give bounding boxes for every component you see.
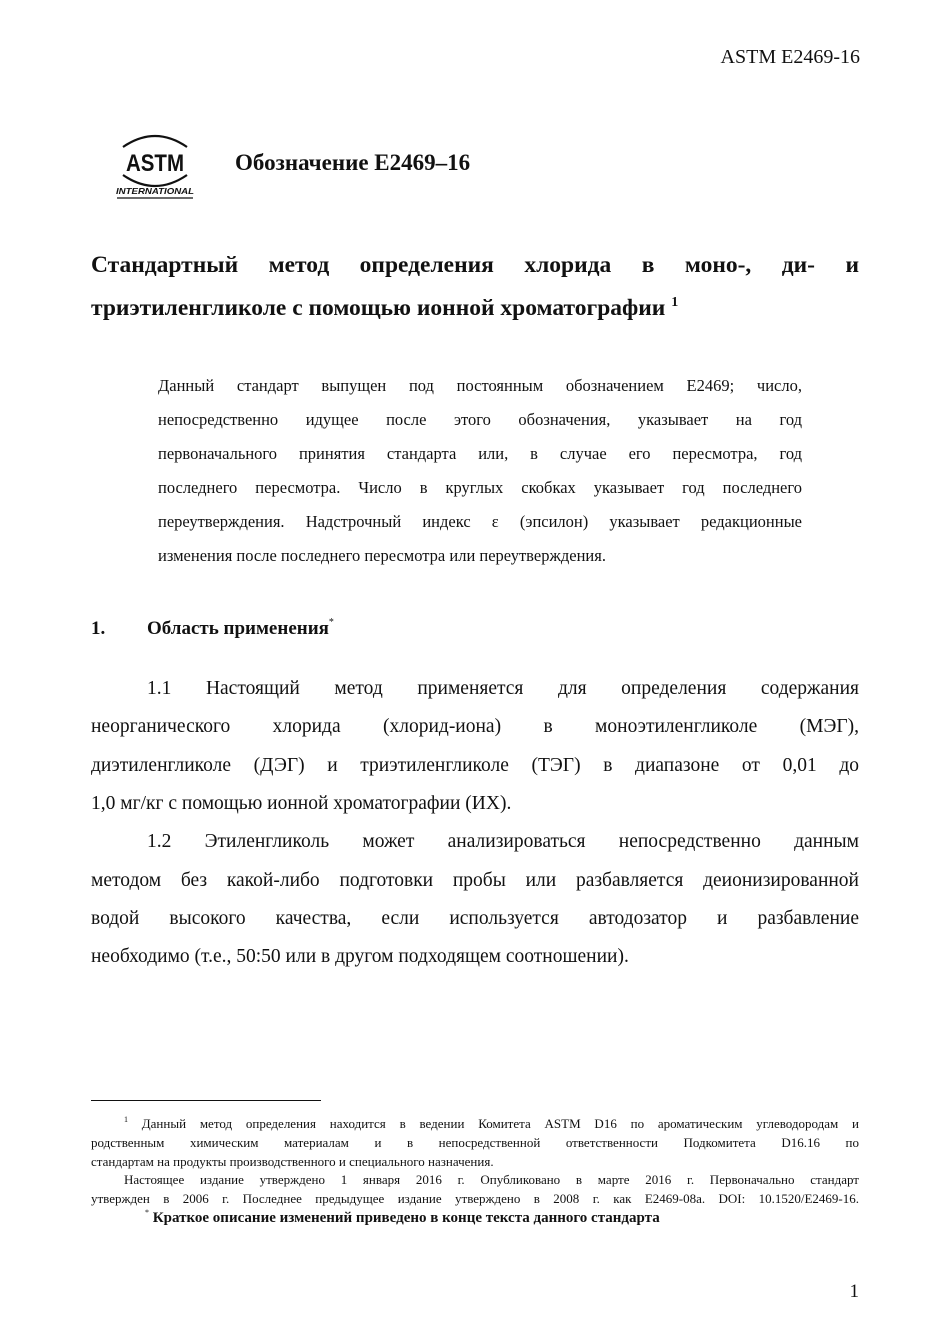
designation: Обозначение E2469–16 bbox=[235, 150, 471, 175]
document-title-text: триэтиленгликоле с помощью ионной хроматографии bbox=[91, 295, 666, 321]
preface-line: переутверждения. Надстрочный индекс ε (эпсилон) указывает редакционные bbox=[158, 512, 802, 531]
footnote-marker: 1 bbox=[124, 1115, 128, 1124]
logo-caption: INTERNATIONAL bbox=[116, 186, 194, 196]
astm-logo bbox=[113, 129, 197, 201]
document-title-line-2 bbox=[91, 295, 859, 322]
footnote-line: Настоящее издание утверждено 1 января 2016 г. Опубликовано в марте 2016 г. Первоначально стандарт bbox=[124, 1172, 859, 1187]
paragraph-line: 1,0 мг/кг с помощью ионной хроматографии (ИХ). bbox=[91, 793, 512, 814]
section-title-text: Область применения bbox=[147, 618, 329, 639]
preface-line: последнего пересмотра. Число в круглых скобках указывает год последнего bbox=[158, 478, 802, 497]
document-title-line-1: Стандартный метод определения хлорида в моно-, ди- и bbox=[91, 252, 859, 278]
summary-text: Краткое описание изменений приведено в конце текста данного стандарта bbox=[152, 1210, 660, 1226]
page-header-code: ASTM E2469-16 bbox=[720, 46, 860, 68]
section-title-mark: * bbox=[328, 617, 334, 628]
preface-line: изменения после последнего пересмотра или переутверждения. bbox=[158, 546, 606, 565]
paragraph-line: водой высокого качества, если используется автодозатор и разбавление bbox=[91, 908, 859, 929]
preface-line: первоначального принятия стандарта или, в случае его пересмотра, год bbox=[158, 444, 802, 463]
footnote-line: родственным химическим материалам и в непосредственной ответственности Подкомитета D16.16 по bbox=[91, 1135, 859, 1150]
footnote-line: стандартам на продукты производственного и специального назначения. bbox=[91, 1154, 494, 1169]
footnote-text: Данный метод определения находится в ведении Комитета ASTM D16 по ароматическим углеводородам и bbox=[141, 1116, 859, 1131]
logo-letters: ASTM bbox=[126, 150, 184, 177]
paragraph-line: необходимо (т.е., 50:50 или в другом подходящем соотношении). bbox=[91, 946, 629, 967]
paragraph-line: неорганического хлорида (хлорид-иона) в моноэтиленгликоле (МЭГ), bbox=[91, 716, 859, 737]
section-number: 1. bbox=[91, 618, 106, 639]
section-title bbox=[147, 618, 334, 640]
preface-line: Данный стандарт выпущен под постоянным обозначением E2469; число, bbox=[158, 376, 802, 395]
preface-line: непосредственно идущее после этого обозначения, указывает на год bbox=[158, 410, 802, 429]
summary-mark: * bbox=[145, 1208, 149, 1217]
footnote-divider bbox=[91, 1100, 321, 1101]
paragraph-line: 1.1 Настоящий метод применяется для определения содержания bbox=[147, 678, 859, 699]
footnote-line bbox=[124, 1116, 859, 1132]
paragraph-line: методом без какой-либо подготовки пробы или разбавляется деионизированной bbox=[91, 870, 859, 891]
paragraph-line: 1.2 Этиленгликоль может анализироваться непосредственно данным bbox=[147, 831, 859, 852]
title-footnote-ref: 1 bbox=[671, 295, 679, 310]
footnote-line: утвержден в 2006 г. Последнее предыдущее издание утверждено в 2008 г. как E2469-08a. DOI: 10.1520/E2469-16. bbox=[91, 1191, 859, 1206]
page-number: 1 bbox=[849, 1281, 859, 1302]
paragraph-line: диэтиленгликоле (ДЭГ) и триэтиленгликоле (ТЭГ) в диапазоне от 0,01 до bbox=[91, 755, 859, 776]
changes-summary-note bbox=[145, 1210, 660, 1227]
